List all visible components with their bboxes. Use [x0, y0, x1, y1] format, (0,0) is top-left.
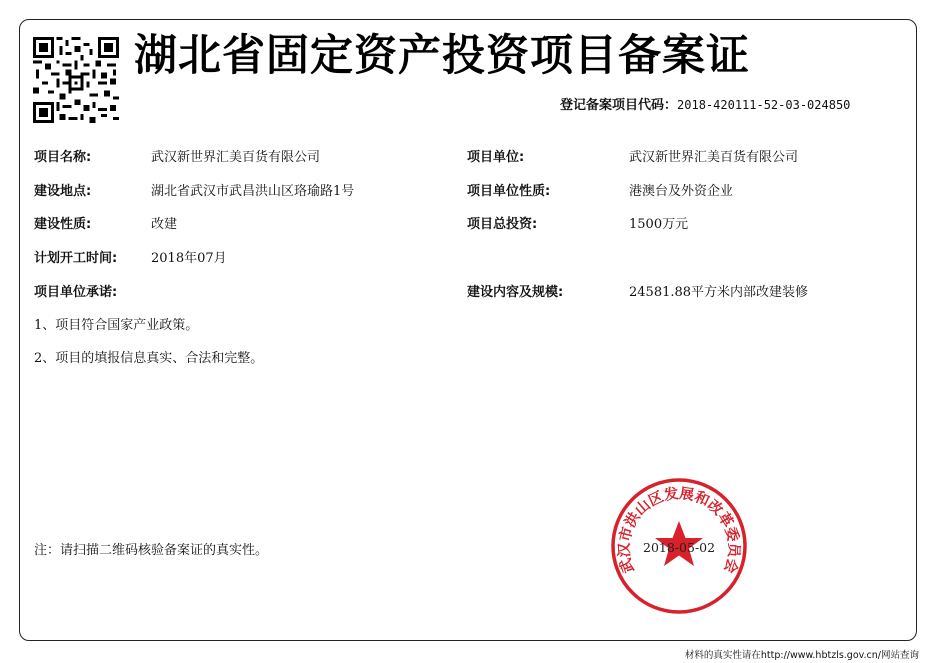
construction-nature-label: 建设性质: — [34, 217, 92, 232]
qr-code-icon[interactable] — [33, 37, 119, 123]
scale-label: 建设内容及规模: — [467, 285, 564, 300]
unit-nature-label: 项目单位性质: — [467, 184, 551, 199]
start-time-value: 2018年07月 — [151, 251, 227, 266]
total-investment-label: 项目总投资: — [467, 217, 538, 232]
commitment-item: 2、项目的填报信息真实、合法和完整。 — [34, 351, 264, 366]
seal-date: 2018-05-02 — [643, 540, 716, 555]
location-label: 建设地点: — [34, 184, 92, 199]
verification-note: 注：请扫描二维码核验备案证的真实性。 — [34, 543, 269, 558]
unit-nature-value: 港澳台及外资企业 — [629, 184, 734, 199]
project-name-label: 项目名称: — [34, 150, 92, 165]
commitment-label: 项目单位承诺: — [34, 285, 118, 300]
location-value: 湖北省武汉市武昌洪山区珞瑜路1号 — [151, 184, 355, 199]
construction-nature-value: 改建 — [151, 217, 178, 232]
registration-code-label: 登记备案项目代码： — [560, 98, 678, 113]
project-unit-label: 项目单位: — [467, 150, 525, 165]
verification-footer: 材料的真实性请在http://www.hbtzls.gov.cn/网站查询 — [684, 650, 919, 661]
registration-code-row — [560, 94, 850, 113]
scale-value: 24581.88平方米内部改建装修 — [629, 285, 809, 300]
project-name-value: 武汉新世界汇美百货有限公司 — [151, 150, 321, 165]
registration-code-value: 2018-420111-52-03-024850 — [677, 98, 851, 112]
seal-text: 武汉市洪山区发展和改革委员会 — [615, 485, 743, 576]
total-investment-value: 1500万元 — [629, 217, 689, 232]
certificate-title: 湖北省固定资产投资项目备案证 — [134, 31, 750, 81]
start-time-label: 计划开工时间: — [34, 251, 118, 266]
commitment-item: 1、项目符合国家产业政策。 — [34, 318, 199, 333]
project-unit-value: 武汉新世界汇美百货有限公司 — [629, 150, 799, 165]
